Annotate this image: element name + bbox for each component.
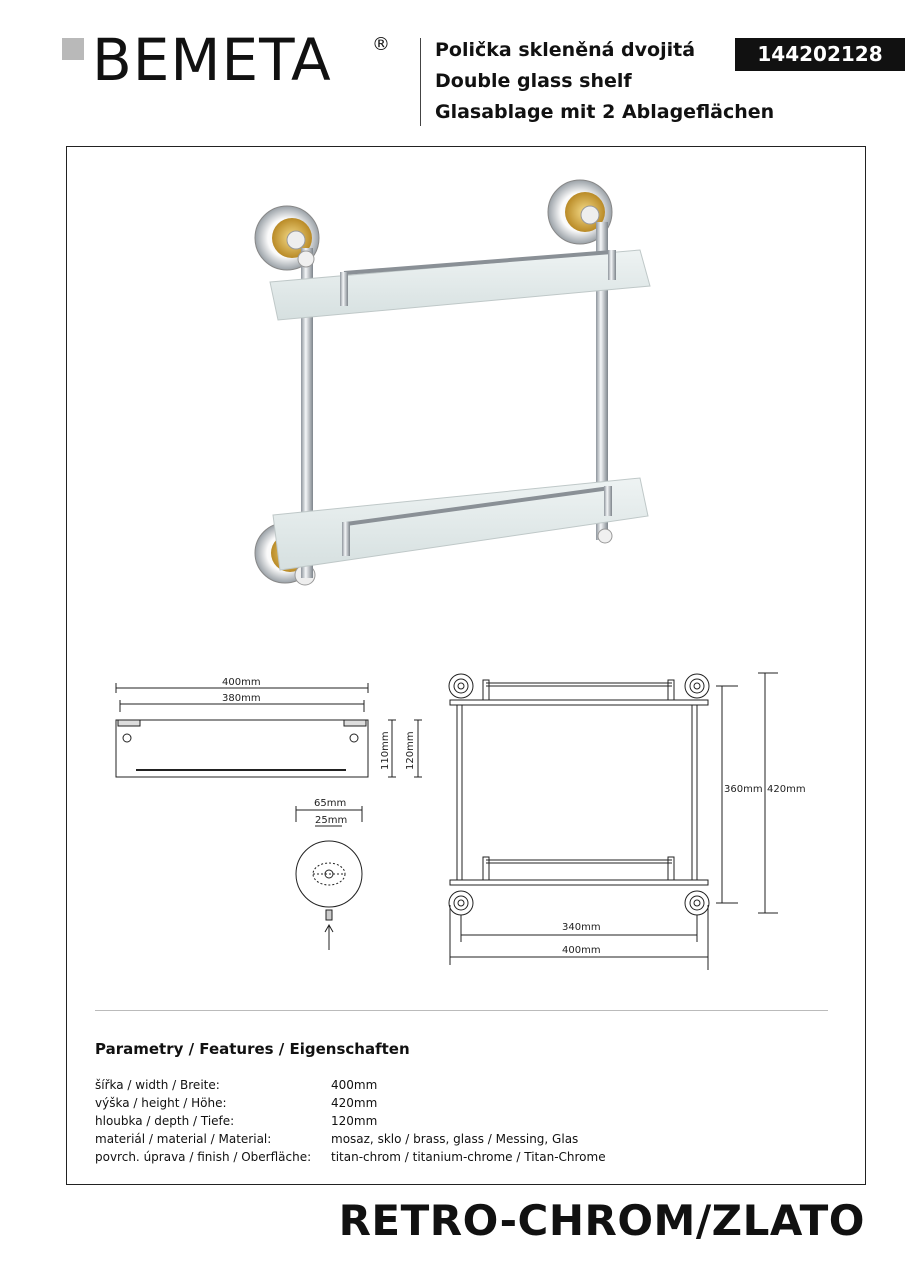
dim-120: 120mm bbox=[405, 731, 416, 770]
spec-row bbox=[95, 1148, 606, 1166]
spec-label: materiál / material / Material: bbox=[95, 1132, 272, 1146]
dim-rosette-65: 65mm bbox=[314, 798, 347, 809]
spec-label: hloubka / depth / Tiefe: bbox=[95, 1114, 235, 1128]
upper-glass-shelf bbox=[270, 250, 650, 320]
title-en: Double glass shelf bbox=[435, 70, 632, 92]
spec-row bbox=[95, 1094, 606, 1112]
spec-label: povrch. úprava / finish / Oberfläche: bbox=[95, 1150, 312, 1164]
features-divider bbox=[95, 1010, 828, 1011]
spec-value: titan-chrom / titanium-chrome / Titan-Chrome bbox=[331, 1150, 606, 1164]
front-view-drawing bbox=[449, 673, 778, 970]
spec-value: 400mm bbox=[331, 1078, 378, 1092]
dim-top-380: 380mm bbox=[222, 693, 261, 704]
rosette-drawing bbox=[296, 806, 362, 950]
dim-rosette-25: 25mm bbox=[315, 815, 348, 826]
spec-row bbox=[95, 1112, 606, 1130]
spec-label: šířka / width / Breite: bbox=[95, 1078, 220, 1092]
series-name: RETRO-CHROM/ZLATO bbox=[338, 1196, 865, 1245]
title-de: Glasablage mit 2 Ablageflächen bbox=[435, 101, 775, 123]
top-view-drawing bbox=[116, 683, 422, 777]
dim-360: 360mm bbox=[724, 784, 763, 795]
product-code-badge: 144202128 bbox=[735, 38, 905, 71]
dim-110: 110mm bbox=[380, 731, 391, 770]
spec-row bbox=[95, 1130, 606, 1148]
dim-340: 340mm bbox=[562, 922, 601, 933]
spec-value: 120mm bbox=[331, 1114, 378, 1128]
spec-value: 420mm bbox=[331, 1096, 378, 1110]
spec-table bbox=[95, 1076, 606, 1166]
spec-row bbox=[95, 1076, 606, 1094]
spec-label: výška / height / Höhe: bbox=[95, 1096, 227, 1110]
product-photo bbox=[255, 180, 650, 585]
features-heading: Parametry / Features / Eigenschaften bbox=[95, 1040, 410, 1058]
spec-value: mosaz, sklo / brass, glass / Messing, Glas bbox=[331, 1132, 579, 1146]
title-cz: Polička skleněná dvojitá bbox=[435, 39, 696, 61]
dim-front-400: 400mm bbox=[562, 945, 601, 956]
dim-top-400: 400mm bbox=[222, 677, 261, 688]
registered-mark: ® bbox=[372, 34, 390, 55]
dim-420: 420mm bbox=[767, 784, 806, 795]
brand-name: BEMETA bbox=[92, 26, 332, 94]
